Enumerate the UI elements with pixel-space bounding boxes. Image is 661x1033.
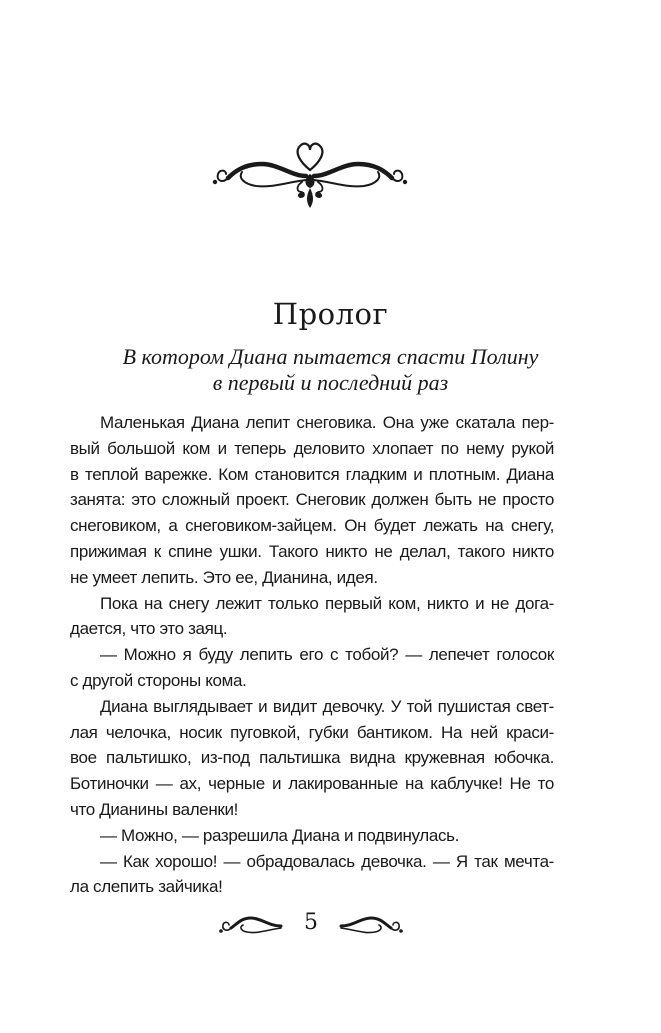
text-line: что Дианины валенки!	[70, 799, 239, 819]
page-footer	[0, 906, 661, 946]
chapter-title: Пролог	[272, 297, 389, 331]
chapter-subtitle	[60, 344, 601, 396]
subtitle-line: В котором Диана пытается спасти Полину	[122, 344, 539, 369]
text-line: ла слепить зайчика!	[70, 877, 223, 897]
text-line: в теплой варежке. Ком становится гладким и плотным. Диана	[70, 464, 554, 484]
scroll-flourish-left-icon	[219, 912, 283, 940]
page-number: 5	[304, 910, 318, 935]
text-line: занята: это сложный проект. Снеговик должен быть не просто	[70, 490, 554, 510]
subtitle-line: в первый и последний раз	[212, 370, 449, 395]
text-line: Ботиночки — ах, черные и лакированные на каблучке! Не то	[70, 774, 554, 794]
scroll-flourish-right-icon	[339, 912, 403, 940]
heart-flourish-ornament-icon	[212, 136, 408, 216]
text-line: — Можно, — разрешила Диана и подвинулась.	[100, 825, 459, 845]
text-line: снеговиком, а снеговиком-зайцем. Он будет лежать на снегу,	[70, 516, 554, 536]
body-text	[70, 410, 554, 900]
text-line: — Как хорошо! — обрадовалась девочка. — Я так мечта-	[100, 851, 554, 871]
text-line: не умеет лепить. Это ее, Дианина, идея.	[70, 567, 378, 587]
text-line: с другой стороны кома.	[70, 670, 247, 690]
text-line: лая челочка, носик пуговкой, губки бантиком. На ней краси-	[70, 722, 554, 742]
text-line: вое пальтишко, из-под пальтишка видна кружевная юбочка.	[70, 748, 554, 768]
text-line: дается, что это заяц.	[70, 619, 228, 639]
text-line: вый большой ком и теперь деловито хлопает по нему рукой	[70, 438, 554, 458]
text-line: Пока на снегу лежит только первый ком, никто и не дога-	[100, 593, 554, 613]
text-line: прижимая к спине ушки. Такого никто не делал, такого никто	[70, 541, 554, 561]
text-line: Маленькая Диана лепит снеговика. Она уже скатала пер-	[100, 413, 554, 432]
text-line: — Можно я буду лепить его с тобой? — лепечет голосок	[100, 645, 554, 665]
text-line: Диана выглядывает и видит девочку. У той пушистая свет-	[100, 696, 554, 716]
